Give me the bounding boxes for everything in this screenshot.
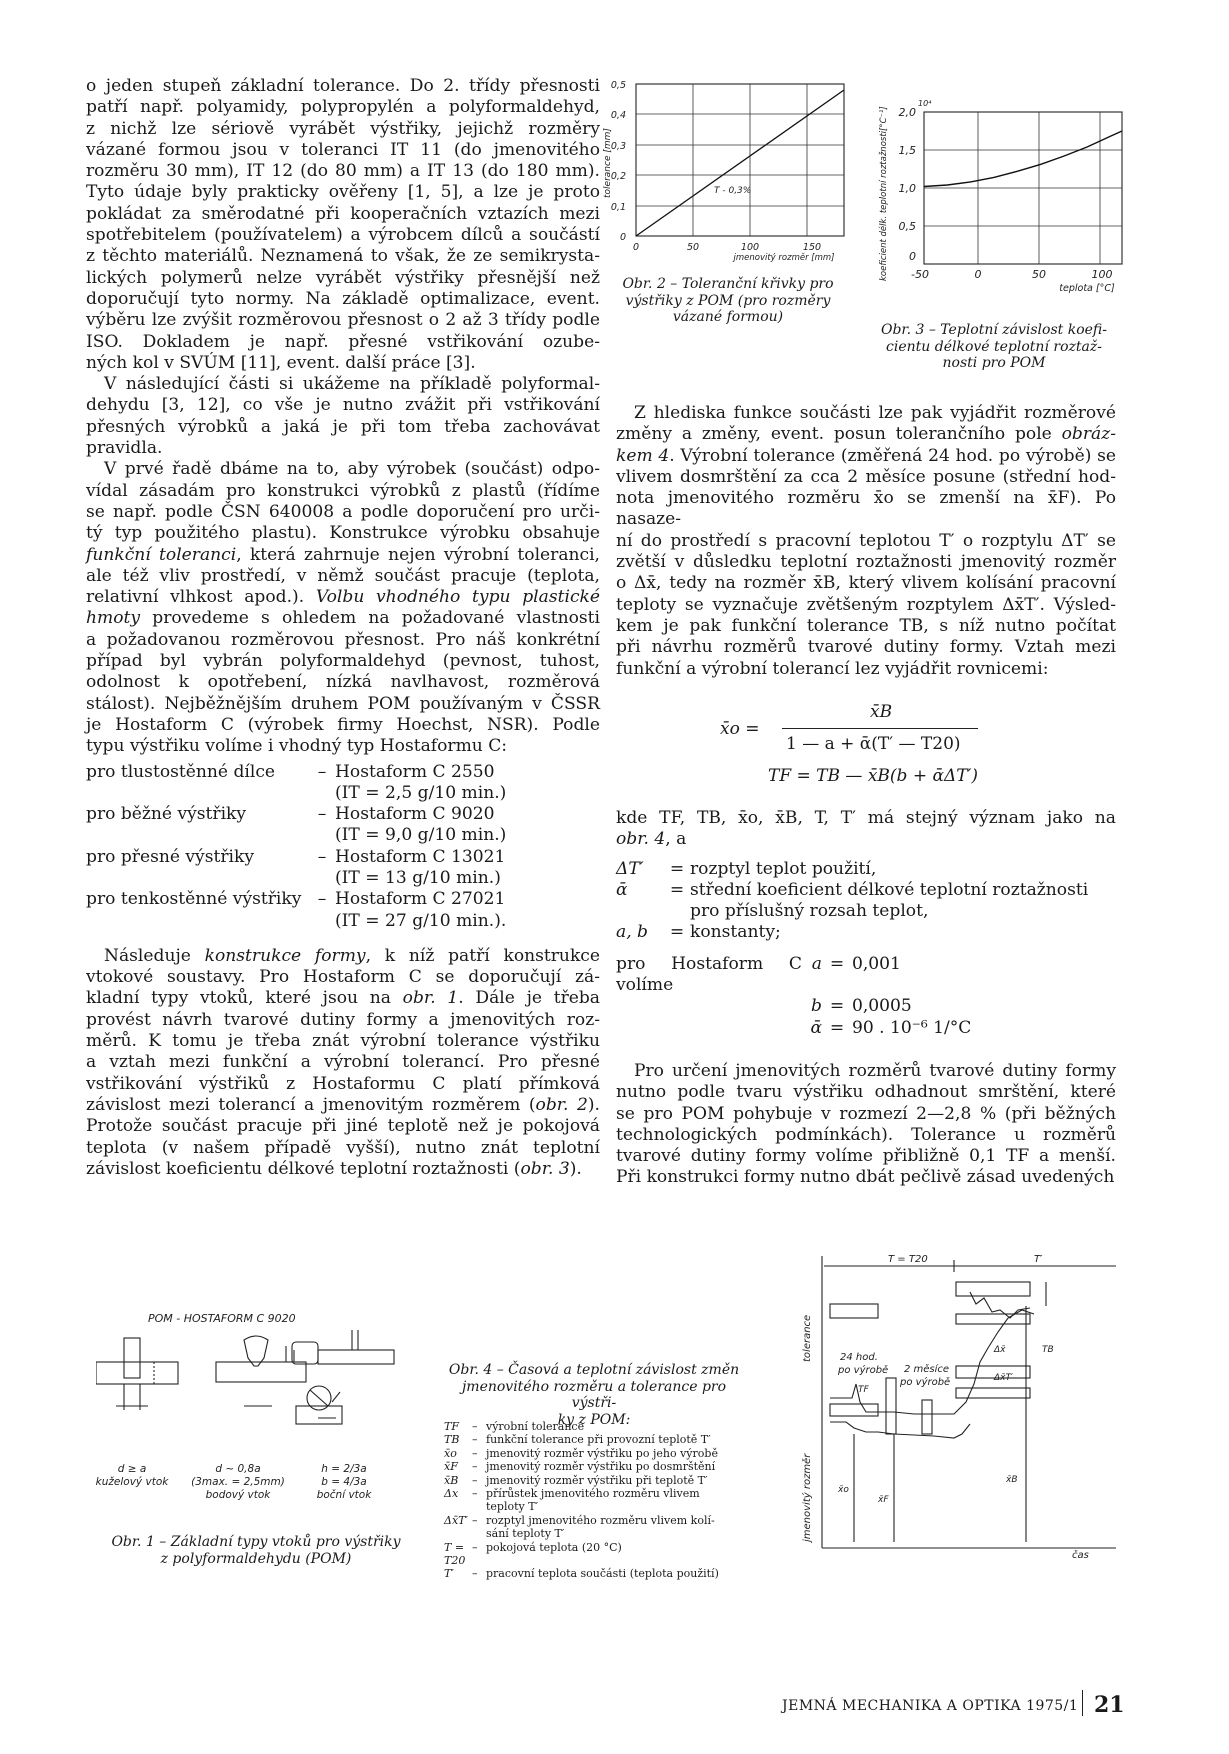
text-line: zvětší v důsledku teplotní roztažnosti jmenovitý rozměr bbox=[616, 552, 1116, 573]
sprue-gate-drawing bbox=[96, 1338, 178, 1410]
figure-1-caption bbox=[76, 1534, 436, 1567]
fig1-title: POM - HOSTAFORM C 9020 bbox=[148, 1312, 296, 1325]
text-line: pokládat za směrodatné při kooperačních vztazích mezi bbox=[86, 203, 600, 224]
fig2-series-line bbox=[636, 90, 844, 236]
text-line: o Δx̄, tedy na rozměr x̄B, který vlivem kolísání pracovní bbox=[616, 573, 1116, 594]
text-line: typu výstřiku volíme i vhodný typ Hostaformu C: bbox=[86, 736, 508, 757]
fig4-label-tprime: T′ bbox=[1034, 1254, 1043, 1265]
page-number: 21 bbox=[1094, 1692, 1125, 1718]
caption-line: Obr. 4 – Časová a teplotní závislost změn bbox=[448, 1362, 740, 1378]
fig2-ylabel: tolerance [mm] bbox=[603, 128, 613, 198]
caption-line: ky z POM: bbox=[557, 1411, 631, 1428]
paragraph-right-2 bbox=[616, 808, 1116, 851]
text-line: provést návrh tvarové dutiny formy a jmenovitých roz- bbox=[86, 1009, 600, 1030]
fig3-ytick: 2,0 bbox=[898, 106, 916, 119]
hostaform-constants bbox=[616, 954, 1116, 1039]
fig4-sym-tb: TB bbox=[1042, 1345, 1054, 1355]
text-line: změny a změny, event. posun tolerančního pole obráz- bbox=[616, 424, 1116, 445]
fig3-ylabel: koeficient délk. teplotní roztažnosti[°C⁻¹] bbox=[879, 106, 889, 281]
text-line: kem je pak funkční tolerance TB, s níž nutno počítat bbox=[616, 615, 1116, 636]
text-line: kde TF, TB, x̄o, x̄B, T, T′ má stejný význam jako na bbox=[616, 808, 1116, 828]
hostaform-types-list bbox=[86, 762, 600, 932]
eq1-numerator: x̄B bbox=[870, 702, 893, 722]
fig3-xtick: 50 bbox=[1032, 268, 1046, 281]
paragraph-3 bbox=[86, 459, 600, 757]
text-line: funkční a výrobní tolerancí lez vyjádřit rovnicemi: bbox=[616, 658, 1049, 679]
text-line: přesných výrobků a jaká je při tom třeba zachovávat bbox=[86, 416, 600, 437]
text-line: Z hlediska funkce součásti lze pak vyjádřit rozměrové bbox=[634, 403, 1116, 423]
figure-3-caption bbox=[858, 322, 1130, 372]
paragraph-1 bbox=[86, 76, 600, 374]
text-line: vtokové soustavy. Pro Hostaform C se doporučují zá- bbox=[86, 967, 600, 988]
text-line: ale též vliv prostředí, v němž součást pracuje (teplota, bbox=[86, 565, 600, 586]
text-line: nutno podle tvaru výstřiku odhadnout smrštění, které bbox=[616, 1082, 1116, 1103]
caption-line: cientu délkové teplotní roztaž- bbox=[886, 338, 1102, 355]
text-line: z těchto materiálů. Neznamená to však, že ze semikrysta- bbox=[86, 246, 600, 267]
text-line: technologických podmínkách). Tolerance u rozměrů bbox=[616, 1124, 1116, 1145]
fig1-label: (3max. = 2,5mm) bbox=[191, 1476, 285, 1488]
fig2-xlabel: jmenovitý rozměr [mm] bbox=[733, 253, 835, 263]
caption-line: Obr. 3 – Teplotní závislost koefi- bbox=[880, 322, 1107, 338]
text-line: lických polymerů nelze vyrábět výstřiky přesnější než bbox=[86, 267, 600, 288]
text-line: tvarové dutiny formy volíme přibližně 0,1 TF a menší. bbox=[616, 1146, 1116, 1167]
paragraph-right-1 bbox=[616, 403, 1116, 680]
text-line: tý typ použitého plastu). Konstrukce výrobku obsahuje bbox=[86, 523, 600, 544]
fig2-ytick: 0,2 bbox=[610, 171, 626, 182]
text-line: se např. podle ČSN 640008 a podle doporučení pro urči- bbox=[86, 501, 600, 522]
fig2-xtick: 50 bbox=[686, 242, 700, 253]
text-line: vázané formou jsou v toleranci IT 11 (do jmenovitého bbox=[86, 139, 600, 160]
text-line: dehydu [3, 12], co vše je nutno zvážit při vstřikování bbox=[86, 395, 600, 416]
fig4-t24: 24 hod. bbox=[840, 1352, 878, 1363]
footer-divider bbox=[1082, 1690, 1083, 1716]
fig3-ymult: 10⁴ bbox=[918, 99, 932, 108]
fig3-series-line bbox=[924, 131, 1122, 187]
eq1-lhs: x̄o = bbox=[720, 719, 760, 739]
text-line: relativní vlhkost apod.). Volbu vhodného typu plastické bbox=[86, 587, 600, 608]
fig4-sym-xf: x̄F bbox=[878, 1495, 889, 1505]
product-row: pro běžné výstřiky – Hostaform C 9020 bbox=[86, 804, 495, 825]
legend-row: x̄B – jmenovitý rozměr výstřiku při teplotě T′ bbox=[444, 1473, 708, 1487]
fig3-ytick: 1,0 bbox=[898, 182, 916, 195]
figure-4-legend bbox=[444, 1420, 780, 1581]
text-line: a vztah mezi funkční a výrobní tolerancí. Pro přesné bbox=[86, 1052, 600, 1073]
text-line: ní do prostředí s pracovní teplotou T′ o rozptylu ΔT′ se bbox=[616, 530, 1116, 551]
fig1-label: d ~ 0,8a bbox=[215, 1463, 261, 1475]
text-line: Tyto údaje byly prakticky ověřeny [1, 5], a lze je proto bbox=[86, 182, 600, 203]
text-line: Následuje konstrukce formy, k níž patří konstrukce bbox=[104, 945, 600, 966]
eq1-denominator: 1 — a + ᾱ(T′ — T20) bbox=[786, 734, 961, 754]
equation-2: TF = TB — x̄B(b + ᾱΔT′) bbox=[768, 766, 979, 786]
text-line: V následující části si ukážeme na příkladě polyformal- bbox=[104, 374, 600, 395]
text-line: Při konstrukci formy nutno dbát pečlivě zásad uvedených bbox=[616, 1167, 1115, 1188]
fig2-xtick: 150 bbox=[802, 242, 822, 253]
constant-row: b = 0,0005 bbox=[811, 996, 912, 1017]
fig4-t24: po výrobě bbox=[838, 1365, 889, 1376]
figure-4-caption bbox=[444, 1362, 744, 1428]
legend-row: sání teploty T′ bbox=[486, 1527, 565, 1541]
text-line: vídal zásadám pro konstrukci výrobků z plastů (řídíme bbox=[86, 480, 600, 501]
fig2-ytick: 0,5 bbox=[610, 80, 626, 91]
legend-row: x̄o – jmenovitý rozměr výstřiku po jeho výrobě bbox=[444, 1446, 718, 1460]
caption-line: z polyformaldehydu (POM) bbox=[160, 1550, 352, 1567]
fig3-xtick: 100 bbox=[1091, 268, 1113, 281]
fig3-xtick: -50 bbox=[911, 268, 929, 281]
variable-row: pro příslušný rozsah teplot, bbox=[690, 901, 929, 922]
text-line: patří např. polyamidy, polypropylén a polyformaldehyd, bbox=[86, 97, 600, 118]
fig3-ytick: 0 bbox=[909, 250, 916, 263]
fig4-sym-tf: TF bbox=[858, 1385, 869, 1395]
legend-row: Δx – přírůstek jmenovitého rozměru vlivem bbox=[444, 1487, 700, 1501]
text-line: závislost mezi tolerancí a jmenovitým rozměrem (obr. 2). bbox=[86, 1094, 600, 1115]
text-line: měrů. K tomu je třeba znát výrobní tolerance výstřiku bbox=[86, 1031, 600, 1052]
text-line: doporučují tyto normy. Na základě optimalizace, event. bbox=[86, 288, 600, 309]
text-line: při návrhu rozměrů tvarové dutiny formy. Vztah mezi bbox=[616, 637, 1116, 658]
text-line: Protože součást pracuje při jiné teplotě než je pokojová bbox=[86, 1116, 600, 1137]
side-gate-drawing bbox=[292, 1330, 394, 1418]
journal-footer: JEMNÁ MECHANIKA A OPTIKA 1975/1 bbox=[782, 1698, 1079, 1714]
fig3-ytick: 0,5 bbox=[898, 220, 916, 233]
paragraph-4 bbox=[86, 946, 600, 1180]
legend-row: TF – výrobní tolerance bbox=[444, 1420, 585, 1433]
legend-row: teploty T′ bbox=[486, 1500, 539, 1514]
text-line: funkční toleranci, která zahrnuje nejen výrobní toleranci, bbox=[86, 544, 600, 565]
text-line: stálost). Nejběžnějším druhem POM používaným v ČSSR bbox=[86, 693, 600, 714]
fig2-ytick: 0,4 bbox=[610, 110, 626, 121]
fig1-label: b = 4/3a bbox=[321, 1476, 367, 1488]
text-line: závislost koeficientu délkové teplotní roztažnosti (obr. 3). bbox=[86, 1158, 582, 1179]
product-mfi: (IT = 27 g/10 min.). bbox=[335, 910, 507, 931]
figure-2-caption bbox=[594, 276, 862, 326]
figure-2-tolerance-chart bbox=[596, 78, 866, 268]
caption-line: vázané formou) bbox=[672, 309, 784, 325]
fig2-ytick: 0,1 bbox=[610, 202, 626, 213]
product-mfi: (IT = 13 g/10 min.) bbox=[335, 867, 501, 888]
fig4-sym-dxt: Δx̄T′ bbox=[994, 1373, 1014, 1383]
text-line: teplota (v našem případě vyšší), nutno znát teplotní bbox=[86, 1137, 600, 1158]
caption-line: Obr. 2 – Toleranční křivky pro bbox=[622, 276, 834, 292]
fig3-xlabel: teplota [°C] bbox=[1059, 283, 1115, 294]
fig4-t2m: po výrobě bbox=[900, 1377, 951, 1388]
legend-row: T = T20 – pokojová teplota (20 °C) bbox=[444, 1540, 622, 1568]
text-line: odolnost k opotřebení, nízká navlhavost, rozměrová bbox=[86, 672, 600, 693]
figure-4-diagram bbox=[794, 1252, 1124, 1562]
product-row: pro přesné výstřiky – Hostaform C 13021 bbox=[86, 846, 506, 867]
text-line: spotřebitelem (používatelem) a výrobcem dílců a součástí bbox=[86, 225, 600, 246]
text-line: V prvé řadě dbáme na to, aby výrobek (součást) odpo- bbox=[104, 459, 600, 480]
text-line: o jeden stupeň základní tolerance. Do 2. třídy přesnosti bbox=[86, 76, 600, 96]
fig1-label: d ≥ a bbox=[117, 1463, 147, 1475]
fig3-plot bbox=[924, 112, 1122, 264]
text-line: kladní typy vtoků, které jsou na obr. 1. Dále je třeba bbox=[86, 988, 600, 1009]
legend-row: TB – funkční tolerance při provozní teplotě T′ bbox=[444, 1433, 711, 1447]
variable-row: a, b = konstanty; bbox=[616, 922, 781, 943]
product-row: pro tenkostěnné výstřiky – Hostaform C 27021 bbox=[86, 889, 506, 910]
variable-row: ΔT′ = rozptyl teplot použití, bbox=[616, 858, 877, 879]
right-column-p2 bbox=[616, 808, 1116, 1189]
caption-line: nosti pro POM bbox=[942, 355, 1046, 371]
fig1-label: h = 2/3a bbox=[321, 1463, 367, 1475]
legend-row: x̄F – jmenovitý rozměr výstřiku po dosmrštění bbox=[444, 1460, 716, 1474]
text-line: vlivem dosmrštění za cca 2 měsíce posune (střední hod- bbox=[616, 466, 1116, 487]
legend-row: T′ – pracovní teplota součásti (teplota použití) bbox=[444, 1567, 719, 1581]
eq1-fraction-bar bbox=[782, 728, 978, 729]
fig2-ytick: 0,3 bbox=[610, 141, 626, 152]
fig4-label-t20: T = T20 bbox=[888, 1254, 928, 1265]
constant-row: ᾱ = 90 . 10⁻⁶ 1/°C bbox=[810, 1017, 972, 1038]
text-line: rozměru 30 mm), IT 12 (do 80 mm) a IT 13 (do 180 mm). bbox=[86, 161, 600, 182]
variable-row: ᾱ = střední koeficient délkové teplotní roztažnosti bbox=[616, 879, 1089, 900]
equation-1 bbox=[720, 704, 1050, 758]
fig4-ylabel-tolerance: tolerance bbox=[802, 1314, 813, 1362]
fig3-xtick: 0 bbox=[974, 268, 982, 281]
text-line: výběru lze zvýšit rozměrovou přesnost o 2 až 3 třídy podle bbox=[86, 310, 600, 331]
fig2-xtick: 0 bbox=[632, 242, 640, 253]
text-line: Pro určení jmenovitých rozměrů tvarové dutiny formy bbox=[634, 1060, 1116, 1081]
text-line: se pro POM pohybuje v rozmezí 2—2,8 % (při běžných bbox=[616, 1103, 1116, 1124]
text-line: je Hostaform C (výrobek firmy Hoechst, NSR). Podle bbox=[86, 714, 600, 735]
text-line: vstřikování výstřiků z Hostaformu C platí přímková bbox=[86, 1073, 600, 1094]
fig4-ylabel-size: jmenovitý rozměr bbox=[802, 1453, 813, 1542]
text-line: obr. 4, a bbox=[616, 829, 687, 850]
text-line: hmoty provedeme s ohledem na požadované vlastnosti bbox=[86, 608, 600, 629]
fig3-ytick: 1,5 bbox=[898, 144, 916, 157]
product-row: pro tlustostěnné dílce – Hostaform C 2550 bbox=[86, 761, 495, 782]
caption-line: Obr. 1 – Základní typy vtoků pro výstřiky bbox=[111, 1534, 401, 1550]
paragraph-2 bbox=[86, 374, 600, 459]
fig2-xtick: 100 bbox=[740, 242, 760, 253]
fig2-ytick: 0 bbox=[619, 232, 626, 243]
caption-line: výstřiky z POM (pro rozměry bbox=[625, 292, 831, 309]
text-line: nota jmenovitého rozměru x̄o se zmenší na x̄F). Po nasaze- bbox=[616, 488, 1116, 530]
fig1-label: boční vtok bbox=[316, 1489, 372, 1501]
fig1-label: bodový vtok bbox=[205, 1489, 271, 1501]
constant-row: pro Hostaform C volíme a = 0,001 bbox=[616, 953, 901, 996]
product-mfi: (IT = 2,5 g/10 min.) bbox=[335, 782, 507, 803]
text-line: případ byl vybrán polyformaldehyd (pevnost, tuhost, bbox=[86, 651, 600, 672]
fig4-sym-xo: x̄o bbox=[838, 1485, 849, 1495]
fig4-t2m: 2 měsíce bbox=[904, 1364, 950, 1375]
text-line: kem 4. Výrobní tolerance (změřená 24 hod. po výrobě) se bbox=[616, 445, 1116, 466]
fig4-xlabel: čas bbox=[1072, 1550, 1089, 1561]
legend-row: Δx̄T′ – rozptyl jmenovitého rozměru vlivem kolí- bbox=[444, 1513, 715, 1527]
paragraph-right-3 bbox=[616, 1061, 1116, 1189]
text-line: z nichž lze sériově vyrábět výstřiky, jejichž rozměry bbox=[86, 118, 600, 139]
pin-gate-drawing bbox=[216, 1336, 342, 1424]
fig4-sym-dx: Δx̄ bbox=[994, 1345, 1006, 1355]
text-line: ISO. Dokladem je např. přesné vstřikování ozube- bbox=[86, 331, 600, 352]
text-line: ných kol v SVÚM [11], event. další práce [3]. bbox=[86, 352, 476, 373]
caption-line: jmenovitého rozměru a tolerance pro výstři- bbox=[461, 1378, 727, 1411]
variables-list bbox=[616, 859, 1116, 944]
right-column-p1 bbox=[616, 403, 1116, 680]
text-line: teploty se vyznačuje zvětšeným rozptylem Δx̄T′. Výsled- bbox=[616, 594, 1116, 615]
left-column bbox=[86, 76, 600, 1180]
text-line: pravidla. bbox=[86, 438, 163, 459]
fig1-label: kuželový vtok bbox=[96, 1476, 169, 1488]
product-mfi: (IT = 9,0 g/10 min.) bbox=[335, 825, 507, 846]
figure-3-expansion-chart bbox=[872, 76, 1134, 316]
fig4-sym-xb: x̄B bbox=[1006, 1475, 1018, 1485]
fig2-annotation: T - 0,3% bbox=[714, 186, 752, 196]
fig2-plot bbox=[636, 84, 844, 236]
text-line: a požadovanou rozměrovou přesnost. Pro náš konkrétní bbox=[86, 629, 600, 650]
